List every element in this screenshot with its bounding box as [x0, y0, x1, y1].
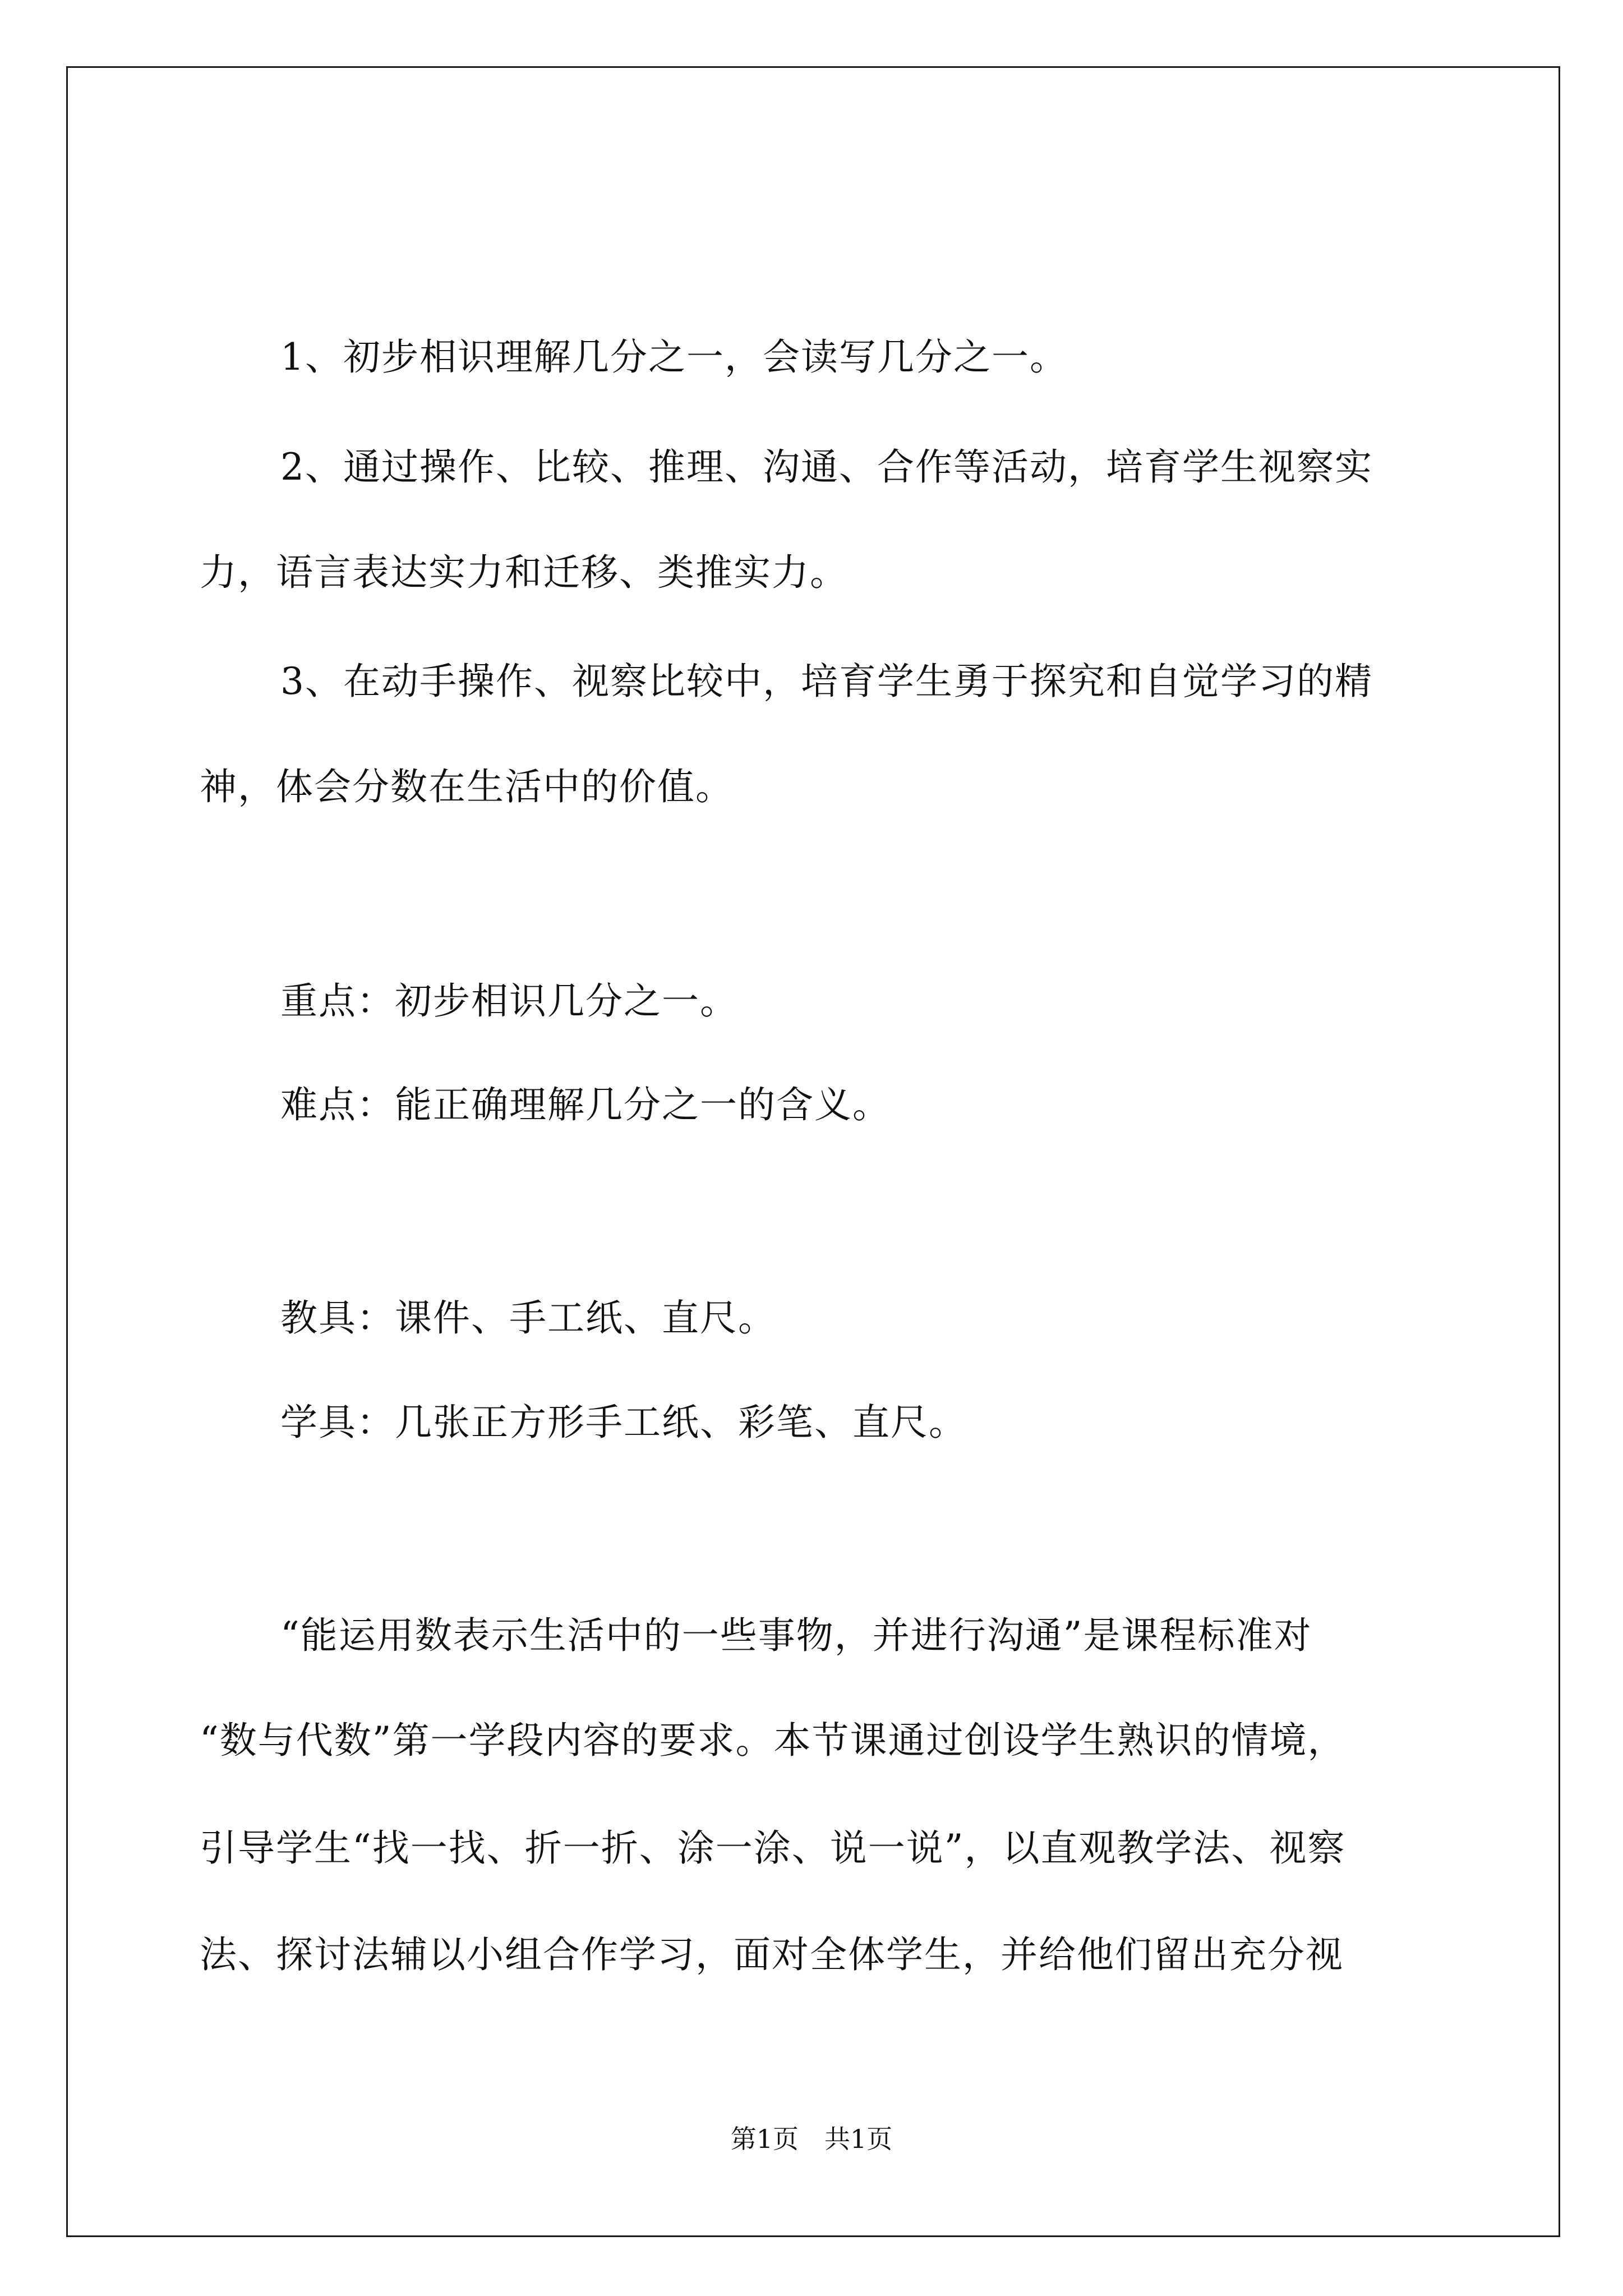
- teacher-tools: 教具：课件、手工纸、直尺。: [280, 1296, 776, 1340]
- analysis-line-3: 引导学生“找一找、折一折、涂一涂、说一说”，以直观教学法、视察: [200, 1826, 1346, 1870]
- objective-item-2-line-2: 力，语言表达实力和迁移、类推实力。: [200, 551, 848, 594]
- objective-item-2-line-1: 2、通过操作、比较、推理、沟通、合作等活动，培育学生视察实: [280, 445, 1373, 489]
- analysis-line-1: “能运用数表示生活中的一些事物，并进行沟通”是课程标准对: [280, 1614, 1312, 1657]
- analysis-line-4: 法、探讨法辅以小组合作学习，面对全体学生，并给他们留出充分视: [200, 1933, 1344, 1976]
- objective-item-1: 1、初步相识理解几分之一，会读写几分之一。: [280, 335, 1068, 379]
- analysis-line-2: “数与代数”第一学段内容的要求。本节课通过创设学生熟识的情境，: [200, 1719, 1346, 1762]
- objective-item-3-line-1: 3、在动手操作、视察比较中，培育学生勇于探究和自觉学习的精: [280, 660, 1373, 703]
- page-number-footer: 第1页 共1页: [730, 2124, 893, 2154]
- student-tools: 学具：几张正方形手工纸、彩笔、直尺。: [280, 1401, 967, 1444]
- page-border: [66, 66, 1560, 2237]
- key-point-emphasis: 重点：初步相识几分之一。: [280, 979, 738, 1023]
- key-point-difficulty: 难点：能正确理解几分之一的含义。: [280, 1083, 891, 1126]
- objective-item-3-line-2: 神，体会分数在生活中的价值。: [200, 765, 734, 808]
